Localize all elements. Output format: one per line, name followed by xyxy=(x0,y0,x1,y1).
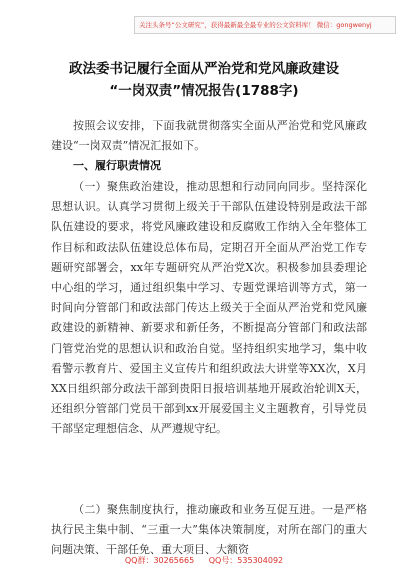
body-paragraph-1: （一）聚焦政治建设，推动思想和行动同向同步。坚持深化思想认识。认真学习贯彻上级关于干部队伍建设特别是政法干部队伍建设的要求，将党风廉政建设和反腐败工作纳入全年整体工作目标和政法队伍建设总体布局，定期召开全面从严治党工作专题研究部署会，xx年专题研究从严治党X次。积极参加县委理论中心组的学习，通过组织集中学习、专题党课培训等方式，第一时间向分管部门和政法部门传达上级关于全面从严治党和党风廉政建设的新精神、新要求和新任务，不断提高分管部门和政法部门管党治党的思想认识和政治自觉。坚持组织实地学习，集中收看警示教育片、爱国主义宣传片和组织政法大讲堂等XX次，X月XX日组织部分政法干部到贵阳日报培训基地开展政治轮训X天，还组织分管部门党员干部到xx开展爱国主义主题教育，引导党员干部坚定理想信念、从严遵规守纪。 xyxy=(51,180,367,436)
section-heading: 一、履行职责情况 xyxy=(73,159,161,172)
footer-qq-group: QQ群：30265665 xyxy=(124,556,195,565)
body-paragraph-2: （二）聚焦制度执行，推动廉政和业务互促互进。一是严格执行民主集中制、“三重一大”集体决策制度，对所在部门的重大问题决策、干部任免、重大项目、大额资 xyxy=(51,503,367,557)
document-title-line-2: “一岗双责”情况报告(1788字) xyxy=(109,83,299,99)
intro-paragraph: 按照会议安排，下面我就贯彻落实全面从严治党和党风廉政建设“一岗双责”情况汇报如下。 xyxy=(51,119,367,153)
footer-qq-number: QQ号：535304092 xyxy=(208,556,284,565)
footer-contact xyxy=(0,555,408,566)
document-title-line-1: 政法委书记履行全面从严治党和党风廉政建设 xyxy=(69,61,339,77)
top-banner: 关注头条号“公文研究”，获得最新最全最专业的公文资料库！ 微信：gongwenyj xyxy=(134,16,396,34)
